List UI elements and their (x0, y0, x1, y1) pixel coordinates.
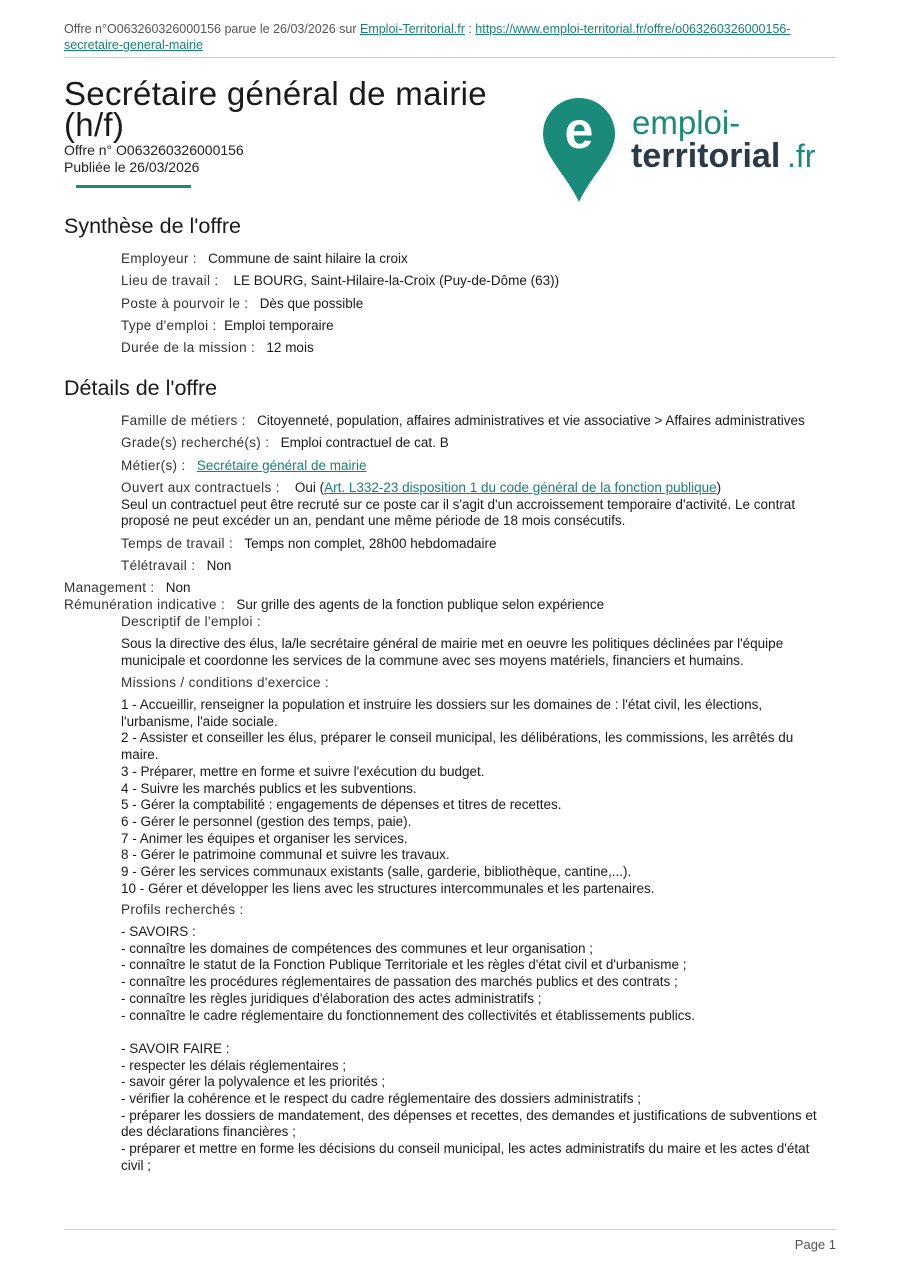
offer-url-link[interactable]: https://www.emploi-territorial.fr/offre/o063260326000156- secretaire-general-mairie (64, 22, 791, 52)
synthese-heading: Synthèse de l'offre (64, 214, 242, 238)
offer-header-text: Offre n°O063260326000156 parue le 26/03/2026 sur (64, 22, 357, 36)
svg-text:e: e (564, 102, 594, 160)
header-divider (64, 57, 836, 58)
profil-line: - vérifier la cohérence et le respect du cadre réglementaire des dossiers administratifs ; (121, 1091, 641, 1107)
descriptif-label: Descriptif de l'emploi : (121, 614, 262, 629)
mission-line: maire. (121, 747, 159, 763)
published-date: Publiée le 26/03/2026 (64, 159, 200, 175)
page-title: Secrétaire général de mairie (h/f) (64, 75, 487, 143)
site-link[interactable]: Emploi-Territorial.fr (359, 22, 465, 36)
details-heading: Détails de l'offre (64, 376, 218, 400)
profil-line: - connaître le cadre réglementaire du fonctionnement des collectivités et établissements publics. (121, 1007, 696, 1023)
metier-row: Métier(s) : Secrétaire général de mairie (121, 458, 367, 473)
title-underline (76, 185, 191, 188)
employeur-row: Employeur : Commune de saint hilaire la croix (121, 251, 408, 266)
teletravail-row: Télétravail : Non (121, 558, 232, 573)
mission-line: 4 - Suivre les marchés publics et les subventions. (121, 780, 417, 796)
footer-divider (64, 1229, 836, 1230)
mission-line: 6 - Gérer le personnel (gestion des temps, paie). (121, 813, 412, 829)
profil-line: - SAVOIRS : (121, 924, 196, 939)
mission-line: 7 - Animer les équipes et organiser les services. (121, 830, 408, 846)
profil-line: - SAVOIR FAIRE : (121, 1040, 230, 1056)
profil-line: - connaître les règles juridiques d'élaboration des actes administratifs ; (121, 990, 542, 1006)
remuneration-row: Rémunération indicative : Sur grille des agents de la fonction publique selon expérience (64, 597, 605, 612)
mission-line: 5 - Gérer la comptabilité : engagements de dépenses et titres de recettes. (121, 797, 562, 813)
missions-label: Missions / conditions d'exercice : (121, 675, 330, 690)
profils-label: Profils recherchés : (121, 902, 244, 917)
page-number: Page 1 (794, 1237, 836, 1252)
poste-row: Poste à pourvoir le : Dès que possible (121, 296, 364, 311)
descriptif-text: Sous la directive des élus, la/le secrétaire général de mairie met en oeuvre les politiques déclinées par l'équipe municipale et coordonne les services de la commune avec ses moyens matériels, financiers et humains. (121, 636, 784, 668)
offer-number: Offre n° O063260326000156 (64, 142, 244, 158)
management-row: Management : Non (64, 580, 191, 595)
svg-text:emploi-: emploi- (632, 104, 741, 141)
svg-text:.fr: .fr (787, 138, 816, 174)
contractuels-note: Seul un contractuel peut être recruté sur ce poste car il s'agit d'un accroissement temporaire d'activité. Le contrat (121, 496, 796, 512)
profil-line: des déclarations financières ; (121, 1124, 296, 1140)
article-link[interactable]: Art. L332-23 disposition 1 du code général de la fonction publique (324, 480, 717, 495)
duree-row: Durée de la mission : 12 mois (121, 340, 314, 355)
profil-line: - connaître le statut de la Fonction Publique Territoriale et les règles d'état civil et d'urbanisme ; (121, 957, 687, 973)
profil-line: - connaître les domaines de compétences des communes et leur organisation ; (121, 940, 594, 956)
type-emploi-row: Type d'emploi : Emploi temporaire (121, 318, 334, 333)
mission-line: 3 - Préparer, mettre en forme et suivre l'exécution du budget. (121, 763, 485, 779)
profil-line: - respecter les délais réglementaires ; (121, 1057, 347, 1073)
profil-line: civil ; (121, 1157, 151, 1173)
profils-list (121, 924, 836, 1175)
emploi-territorial-logo (540, 94, 840, 206)
profil-line (121, 1024, 836, 1041)
mission-line: 10 - Gérer et développer les liens avec les structures intercommunales et les partenaires. (121, 880, 655, 896)
offer-header (64, 21, 836, 53)
profil-line: - savoir gérer la polyvalence et les priorités ; (121, 1074, 386, 1090)
contractuels-block: Ouvert aux contractuels : Oui (Art. L332-23 disposition 1 du code général de la fonction publique) Seul un contractuel peut être recruté sur ce poste car il s'agit d'un accroissement temporaire d'activité. Le contrat proposé ne peut excéder un an, pendant une même période de 18 mois consécutifs. (121, 480, 836, 530)
profil-line: - préparer et mettre en forme les décisions du conseil municipal, les actes administratifs du maire et les actes d'état (121, 1141, 810, 1157)
metier-link[interactable]: Secrétaire général de mairie (196, 458, 367, 473)
missions-list (121, 697, 836, 897)
lieu-row: Lieu de travail : LE BOURG, Saint-Hilaire-la-Croix (Puy-de-Dôme (63)) (121, 273, 560, 288)
grade-row: Grade(s) recherché(s) : Emploi contractuel de cat. B (121, 435, 449, 450)
temps-row: Temps de travail : Temps non complet, 28h00 hebdomadaire (121, 536, 497, 551)
header-separator: : (464, 22, 476, 36)
mission-line: 9 - Gérer les services communaux existants (salle, garderie, bibliothèque, cantine,...). (121, 864, 632, 880)
famille-row: Famille de métiers : Citoyenneté, population, affaires administratives et vie associative > Affaires administratives (121, 413, 805, 428)
mission-line: l'urbanisme, l'aide sociale. (121, 713, 278, 729)
svg-text:territorial: territorial (631, 137, 781, 175)
profil-line: - préparer les dossiers de mandatement, des dépenses et recettes, des demandes et justifications de subventions et (121, 1107, 817, 1123)
mission-line: 8 - Gérer le patrimoine communal et suivre les travaux. (121, 847, 450, 863)
mission-line: 1 - Accueillir, renseigner la population et instruire les dossiers sur les domaines de : l'état civil, les élections, (121, 697, 763, 712)
profil-line: - connaître les procédures réglementaires de passation des marchés publics et des contrats ; (121, 974, 678, 990)
mission-line: 2 - Assister et conseiller les élus, préparer le conseil municipal, les délibérations, les commissions, les arrêtés du (121, 730, 794, 746)
